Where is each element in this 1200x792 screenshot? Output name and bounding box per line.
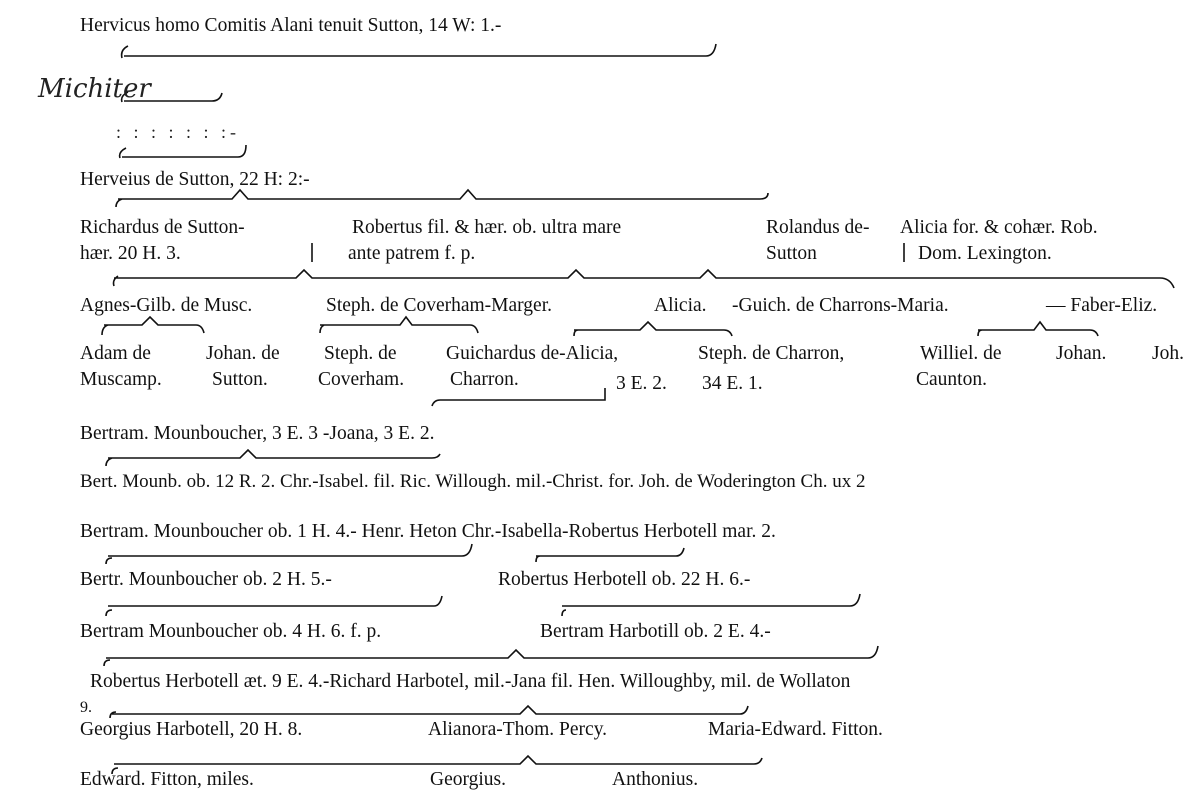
bracket <box>122 44 716 58</box>
line-bertram-joana: Bertram. Mounboucher, 3 E. 3 -Joana, 3 E. 2. <box>80 423 435 444</box>
williel-de: Williel. de <box>920 343 1002 364</box>
charron: Charron. <box>450 369 519 390</box>
ante-patrem: ante patrem f. p. <box>348 243 476 264</box>
bracket <box>114 270 1175 288</box>
dom-lexington: Dom. Lexington. <box>918 243 1052 264</box>
3-e-2: 3 E. 2. <box>616 373 667 394</box>
steph-de-charron: Steph. de Charron, <box>698 343 845 364</box>
adam-de: Adam de <box>80 343 151 364</box>
bracket <box>106 450 440 466</box>
joh: Joh. <box>1152 343 1184 364</box>
line-bertram-heton: Bertram. Mounboucher ob. 1 H. 4.- Henr. Heton Chr.-Isabella-Robertus Herbotell mar. 2. <box>80 521 776 542</box>
bracket <box>320 317 478 333</box>
bracket <box>432 388 605 406</box>
alicia: Alicia. <box>654 295 707 316</box>
georgius-harbotell: Georgius Harbotell, 20 H. 8. <box>80 719 303 740</box>
guich-charrons-maria: -Guich. de Charrons-Maria. <box>732 295 949 316</box>
johan-de: Johan. de <box>206 343 280 364</box>
dotted-filler-line: : : : : : : :- <box>116 122 241 142</box>
alicia-for: Alicia for. & cohær. Rob. <box>900 217 1098 238</box>
robertus-herbotell: Robertus Herbotell ob. 22 H. 6.- <box>498 569 751 590</box>
marginal-handwritten-note: Michiter <box>38 74 151 104</box>
coverham: Coverham. <box>318 369 405 390</box>
bracket <box>106 596 442 616</box>
steph-coverham-marger: Steph. de Coverham-Marger. <box>326 295 553 316</box>
bracket <box>102 317 204 335</box>
haer-20-h3: hær. 20 H. 3. <box>80 243 181 264</box>
robertus-fil: Robertus fil. & hær. ob. ultra mare <box>352 217 622 238</box>
richardus-de-sutton: Richardus de Sutton- <box>80 217 245 238</box>
rolandus-de: Rolandus de- <box>766 217 870 238</box>
bracket <box>574 322 732 336</box>
agnes-gilb: Agnes-Gilb. de Musc. <box>80 295 253 316</box>
bracket <box>536 548 684 562</box>
bracket <box>562 594 860 616</box>
bracket <box>978 322 1098 336</box>
bertr-mounboucher: Bertr. Mounboucher ob. 2 H. 5.- <box>80 569 332 590</box>
margin-number: 9. <box>80 699 92 716</box>
faber-eliz: — Faber-Eliz. <box>1046 295 1158 316</box>
bracket <box>116 190 768 207</box>
johan: Johan. <box>1056 343 1107 364</box>
maria-fitton: Maria-Edward. Fitton. <box>708 719 883 740</box>
anthonius: Anthonius. <box>612 769 699 790</box>
34-e-1: 34 E. 1. <box>702 373 763 394</box>
caunton: Caunton. <box>916 369 987 390</box>
bracket <box>120 145 246 158</box>
line-hervicus: Hervicus homo Comitis Alani tenuit Sutton, 14 W: 1.- <box>80 15 502 36</box>
georgius: Georgius. <box>430 769 507 790</box>
line-herveius: Herveius de Sutton, 22 H: 2:- <box>80 169 310 190</box>
bertram-harbotill: Bertram Harbotill ob. 2 E. 4.- <box>540 621 771 642</box>
bracket <box>106 544 472 564</box>
bracket <box>110 706 748 718</box>
line-robertus-richard-jana: Robertus Herbotell æt. 9 E. 4.-Richard Harbotel, mil.-Jana fil. Hen. Willoughby, mil. de Wollaton <box>90 671 851 692</box>
bracket <box>104 646 878 666</box>
line-bert-mounb: Bert. Mounb. ob. 12 R. 2. Chr.-Isabel. fil. Ric. Willough. mil.-Christ. for. Joh. de Woderington Ch. ux 2 <box>80 471 866 492</box>
alianora-percy: Alianora-Thom. Percy. <box>428 719 608 740</box>
sutton: Sutton <box>766 243 817 264</box>
guichardus-de-alicia: Guichardus de-Alicia, <box>446 343 619 364</box>
muscamp: Muscamp. <box>80 369 162 390</box>
steph-de: Steph. de <box>324 343 397 364</box>
bertram-mounboucher-fp: Bertram Mounboucher ob. 4 H. 6. f. p. <box>80 621 382 642</box>
edward-fitton: Edward. Fitton, miles. <box>80 769 254 790</box>
sutton-2: Sutton. <box>212 369 268 390</box>
